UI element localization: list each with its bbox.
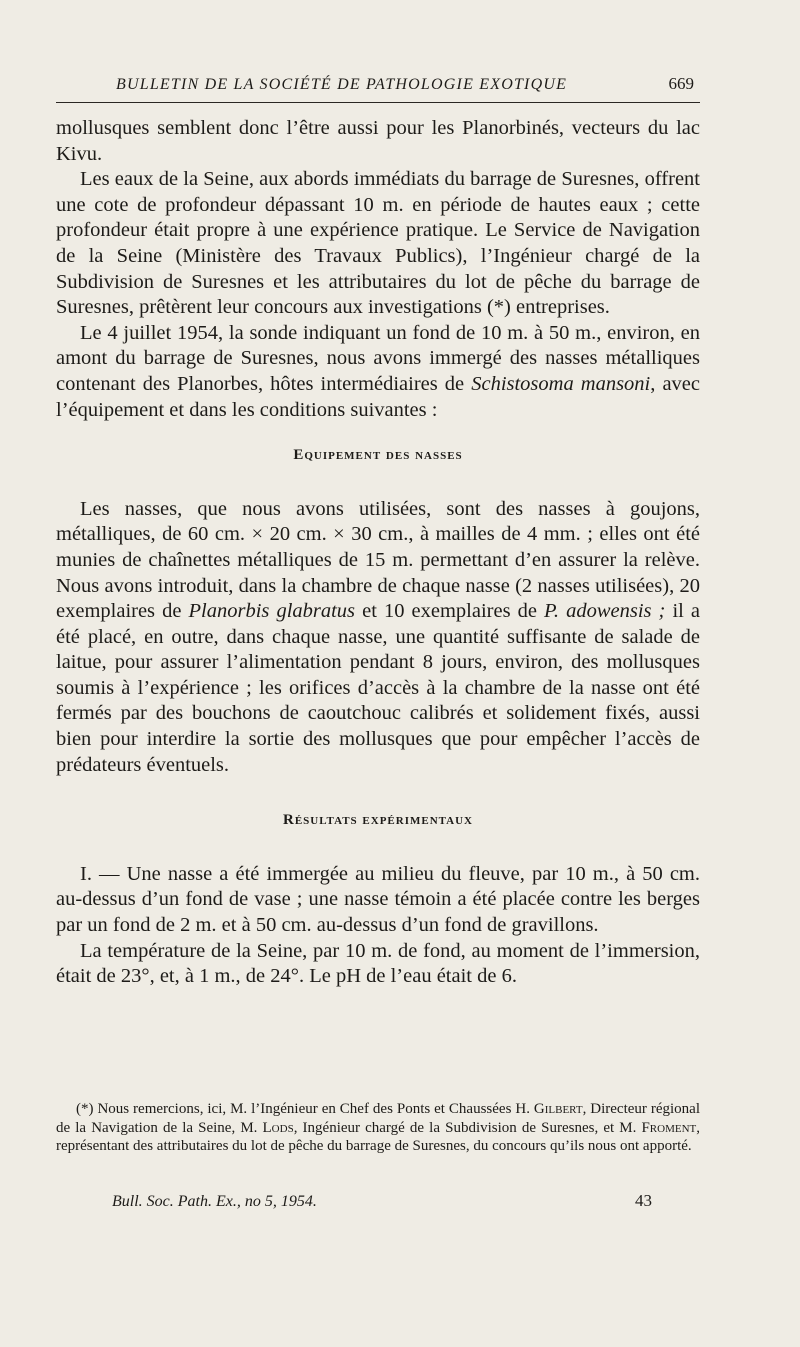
person-name: Lods <box>262 1119 294 1136</box>
species-name: Planorbis glabratus <box>188 600 356 623</box>
page-footer <box>56 1193 700 1217</box>
signature-mark: 43 <box>635 1191 652 1210</box>
article-body <box>56 116 700 990</box>
journal-title: BULLETIN DE LA SOCIÉTÉ DE PATHOLOGIE EXOTIQUE <box>116 76 568 93</box>
species-name: P. adowensis ; <box>544 600 666 623</box>
page-number: 669 <box>668 74 694 93</box>
running-header <box>56 72 700 103</box>
paragraph-suresnes-site: Les eaux de la Seine, aux abords immédiats du barrage de Suresnes, offrent une cote de profondeur dépassant 10 m. en période de hautes eaux ; cette profondeur était propre à une expérience pratique. Le Service de Navigation de la Seine (Ministère des Travaux Publics), l’Ingénieur chargé de la Subdivision de Suresnes et les attributaires du lot de pêche du barrage de Suresnes, prêtèrent leur concours aux investigations (*) entreprises. <box>56 168 700 319</box>
paragraph-equipment: Les nasses, que nous avons utilisées, sont des nasses à goujons, métalliques, de 60 cm. × 20 cm. × 30 cm., à mailles de 4 mm. ; elles ont été munies de chaînettes métalliques de 15 m. permettant d’en assurer la relève. Nous avons introduit, dans la chambre de chaque nasse (2 nasses utilisées), 20 exemplaires de Planorbis glabratus et 10 exemplaires de P. adowensis ; il a été placé, en outre, dans chaque nasse, une quantité suffisante de salade de laitue, pour assurer l’alimentation pendant 8 jours, environ, des mollusques soumis à l’expérience ; les orifices d’accès à la chambre de la nasse ont été fermés par des bouchons de caoutchouc calibrés et solidement fixés, aussi bien pour interdire la sortie des mollusques que pour empêcher l’accès de prédateurs éventuels. <box>56 497 700 776</box>
section-heading-results: Résultats expérimentaux <box>283 812 473 829</box>
paragraph-continuation: mollusques semblent donc l’être aussi pour les Planorbinés, vecteurs du lac Kivu. <box>56 117 700 165</box>
person-name: Gilbert <box>533 1101 583 1117</box>
journal-citation: Bull. Soc. Path. Ex., no 5, 1954. <box>112 1193 317 1210</box>
footnote: (*) Nous remercions, ici, M. l’Ingénieur en Chef des Ponts et Chaussées H. Gilbert, Directeur régional de la Navigation de la Seine, M. Lods, Ingénieur chargé de la Subdivision de Suresnes, et M. Froment, représentant des attributaires du lot de pêche du barrage de Suresnes, du concours qu’ils nous ont apporté. <box>56 1101 701 1154</box>
section-heading-equipment: Equipement des nasses <box>293 447 463 464</box>
species-name: Schistosoma mansoni <box>471 372 651 395</box>
paragraph-immersion-date: Le 4 juillet 1954, la sonde indiquant un fond de 10 m. à 50 m., environ, en amont du barrage de Suresnes, nous avons immergé des nasses métalliques contenant des Planorbes, hôtes intermédiaires de Schistosoma mansoni, avec l’équipement et dans les conditions suivantes : <box>56 321 700 421</box>
person-name: Froment <box>641 1119 697 1136</box>
paragraph-temperature: La température de la Seine, par 10 m. de fond, au moment de l’immersion, était de 23°, et, à 1 m., de 24°. Le pH de l’eau était de 6. <box>56 939 700 988</box>
paragraph-result-1: I. — Une nasse a été immergée au milieu du fleuve, par 10 m., à 50 cm. au-dessus d’un fond de vase ; une nasse témoin a été placée contre les berges par un fond de 2 m. et à 50 cm. au-dessus d’un fond de gravillons. <box>56 862 700 937</box>
